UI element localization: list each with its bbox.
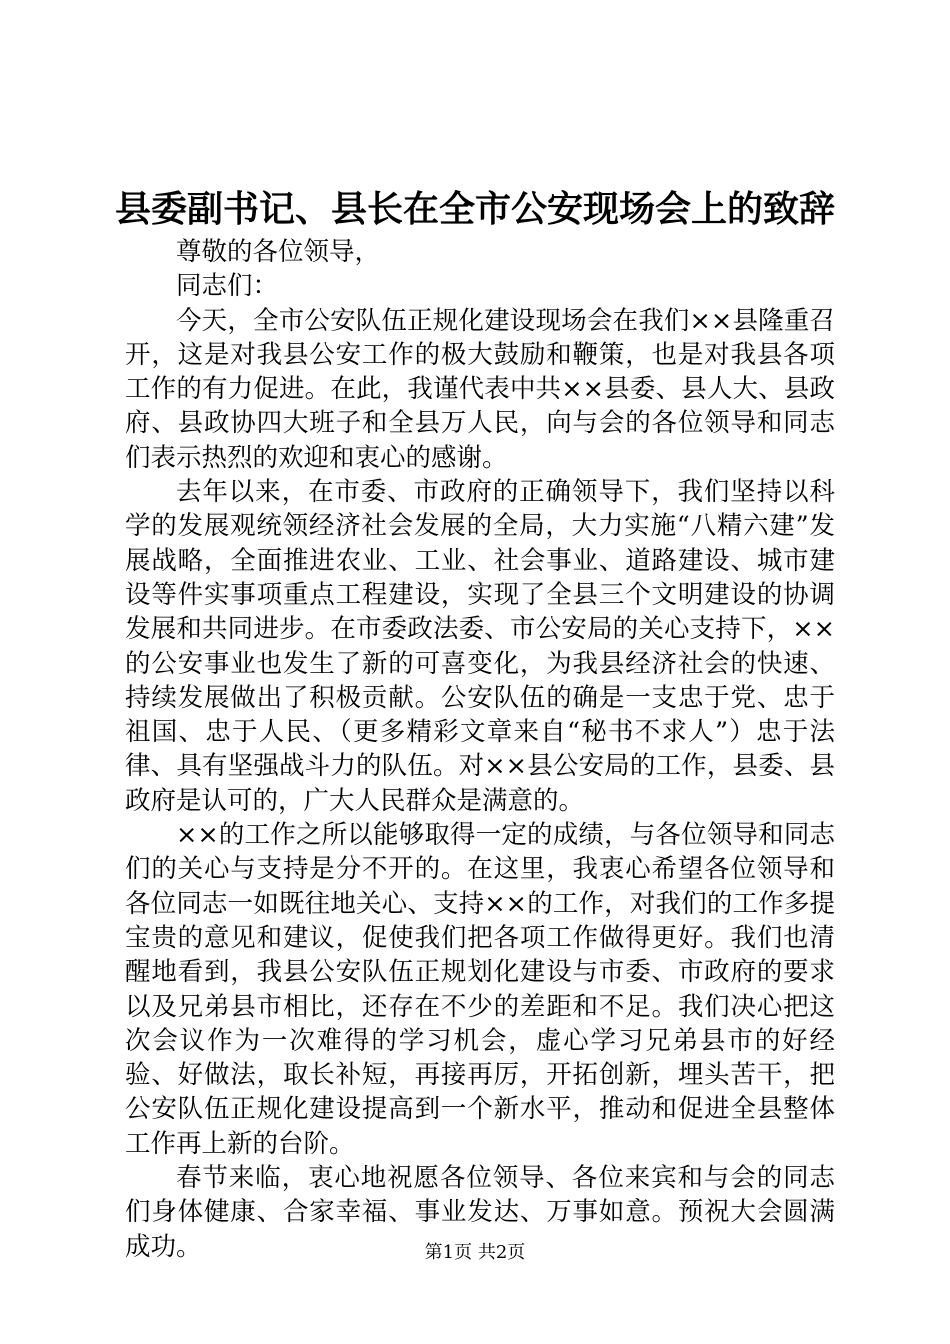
document-title: 县委副书记、县长在全市公安现场会上的致辞 (114, 188, 835, 230)
body-paragraph: 春节来临，衷心地祝愿各位领导、各位来宾和与会的同志们身体健康、合家幸福、事业发达、万事如意。预祝大会圆满成功。 (125, 1163, 835, 1262)
salutation-line: 同志们： (176, 271, 279, 302)
salutation-line: 尊敬的各位领导， (176, 237, 381, 267)
document-body (125, 235, 835, 1264)
body-paragraph: ××的工作之所以能够取得一定的成绩，与各位领导和同志们的关心与支持是分不开的。在这里，我衷心希望各位领导和各位同志一如既往地关心、支持××的工作，对我们的工作多提宝贵的意见和建议，促使我们把各项工作做得更好。我们也清醒地看到，我县公安队伍正规划化建设与市委、市政府的要求以及兄弟县市相比，还存在不少的差距和不足。我们决心把这次会议作为一次难得的学习机会，虚心学习兄弟县市的好经验、好做法，取长补短，再接再厉，开拓创新，埋头苦干，把公安队伍正规化建设提高到一个新水平，推动和促进全县整体工作再上新的台阶。 (125, 820, 835, 1159)
body-paragraph: 去年以来，在市委、市政府的正确领导下，我们坚持以科学的发展观统领经济社会发展的全局，大力实施“八精六建”发展战略，全面推进农业、工业、社会事业、道路建设、城市建设等件实事项重点工程建设，实现了全县三个文明建设的协调发展和共同进步。在市委政法委、市公安局的关心支持下，××的公安事业也发生了新的可喜变化，为我县经济社会的快速、持续发展做出了积极贡献。公安队伍的确是一支忠于党、忠于祖国、忠于人民、（更多精彩文章来自“秘书不求人”）忠于法律、具有坚强战斗力的队伍。对××县公安局的工作，县委、县政府是认可的，广大人民群众是满意的。 (125, 477, 835, 816)
page-number-footer: 第1页 共2页 (424, 1242, 526, 1263)
body-paragraph: 今天，全市公安队伍正规化建设现场会在我们××县隆重召开，这是对我县公安工作的极大鼓励和鞭策，也是对我县各项工作的有力促进。在此，我谨代表中共××县委、县人大、县政府、县政协四大班子和全县万人民，向与会的各位领导和同志们表示热烈的欢迎和衷心的感谢。 (125, 305, 835, 473)
